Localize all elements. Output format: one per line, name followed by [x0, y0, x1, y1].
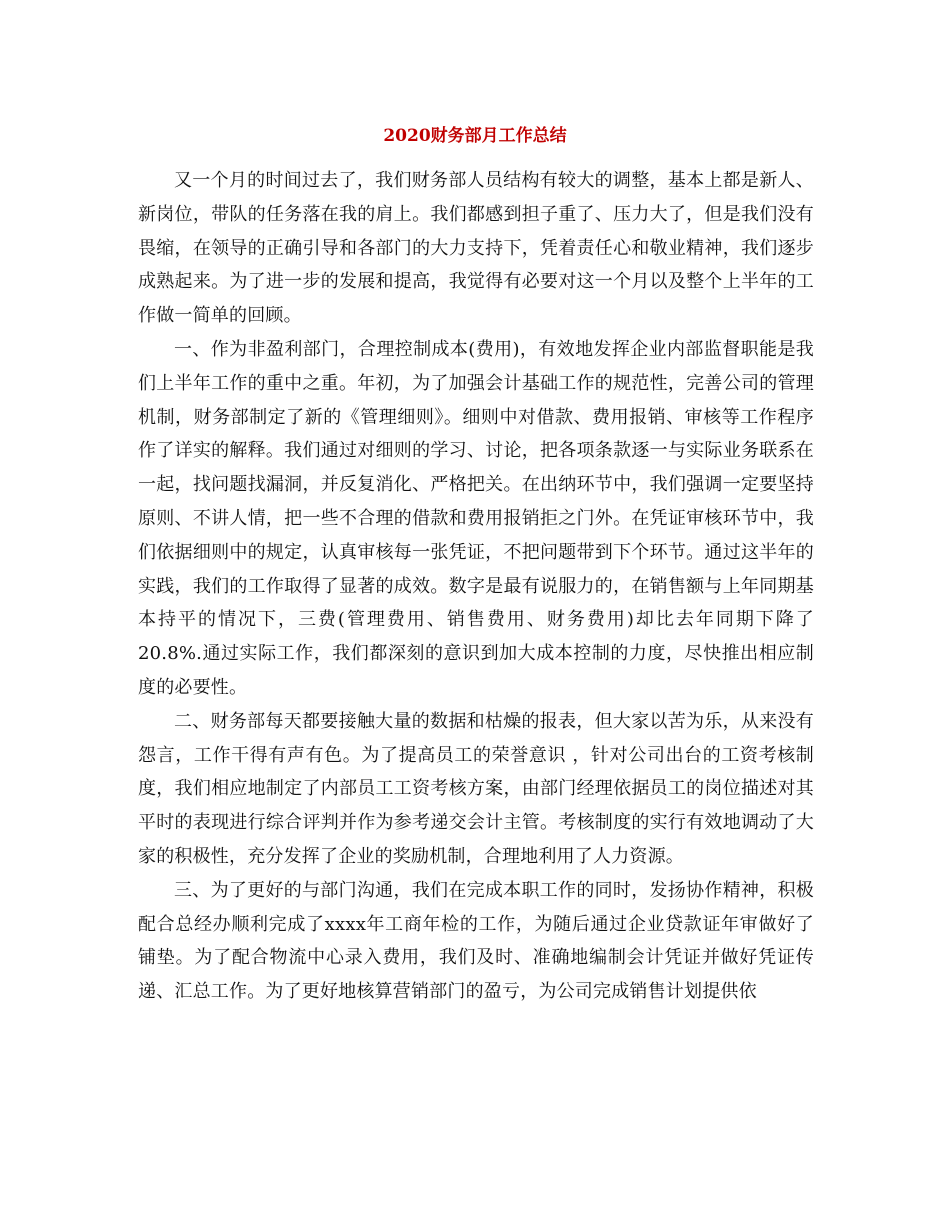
paragraph-section-2: 二、财务部每天都要接触大量的数据和枯燥的报表，但大家以苦为乐，从来没有怨言，工作干得有声有色。为了提高员工的荣誉意识 ，针对公司出台的工资考核制度，我们相应地制定了内部员工工资考核方案，由部门经理依据员工的岗位描述对其平时的表现进行综合评判并作为参考递交会计主管。考核制度的实行有效地调动了大家的积极性，充分发挥了企业的奖励机制，合理地利用了人力资源。	[138, 710, 814, 867]
paragraph-intro: 又一个月的时间过去了，我们财务部人员结构有较大的调整，基本上都是新人、新岗位，带队的任务落在我的肩上。我们都感到担子重了、压力大了，但是我们没有畏缩，在领导的正确引导和各部门的大力支持下，凭着责任心和敬业精神，我们逐步成熟起来。为了进一步的发展和提高，我觉得有必要对这一个月以及整个上半年的工作做一简单的回顾。	[138, 170, 814, 327]
document-body	[138, 164, 814, 1009]
paragraph-section-1: 一、作为非盈利部门，合理控制成本(费用)，有效地发挥企业内部监督职能是我们上半年工作的重中之重。年初，为了加强会计基础工作的规范性，完善公司的管理机制，财务部制定了新的《管理细则》。细则中对借款、费用报销、审核等工作程序作了详实的解释。我们通过对细则的学习、讨论，把各项条款逐一与实际业务联系在一起，找问题找漏洞，并反复消化、严格把关。在出纳环节中，我们强调一定要坚持原则、不讲人情，把一些不合理的借款和费用报销拒之门外。在凭证审核环节中，我们依据细则中的规定，认真审核每一张凭证，不把问题带到下个环节。通过这半年的实践，我们的工作取得了显著的成效。数字是最有说服力的，在销售额与上年同期基本持平的情况下，三费(管理费用、销售费用、财务费用)却比去年同期下降了20.8%.通过实际工作，我们都深刻的意识到加大成本控制的力度，尽快推出相应制度的必要性。	[138, 338, 814, 698]
document-title: 2020财务部月工作总结	[383, 126, 567, 146]
paragraph-section-3: 三、为了更好的与部门沟通，我们在完成本职工作的同时，发扬协作精神，积极配合总经办顺利完成了xxxx年工商年检的工作，为随后通过企业贷款证年审做好了铺垫。为了配合物流中心录入费用，我们及时、准确地编制会计凭证并做好凭证传递、汇总工作。为了更好地核算营销部门的盈亏，为公司完成销售计划提供依	[138, 879, 814, 1003]
